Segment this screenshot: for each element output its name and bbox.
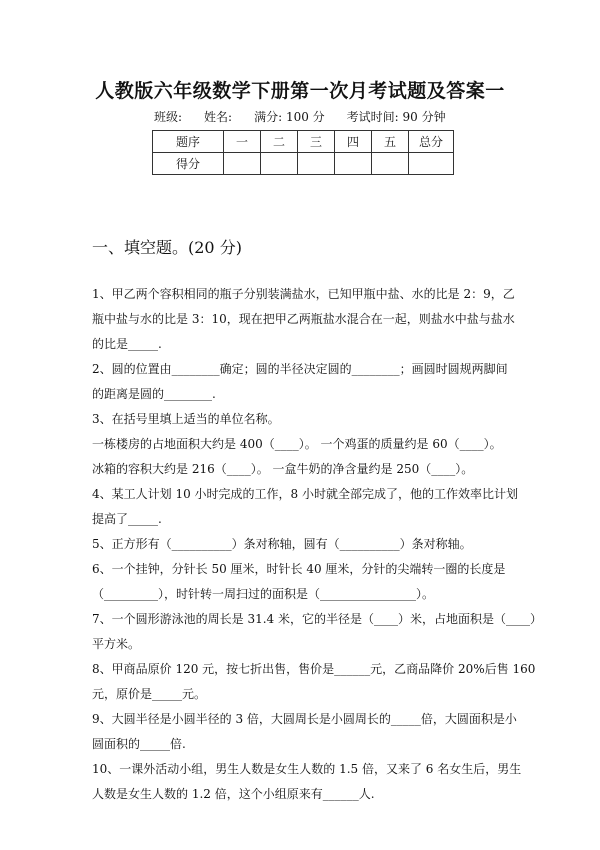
question-line: 的距离是圆的________. <box>92 387 216 401</box>
score-cell <box>261 153 298 175</box>
question-line: 9、大圆半径是小圆半径的 3 倍，大圆周长是小圆周长的_____倍，大圆面积是小 <box>92 712 517 726</box>
question-line: 2、圆的位置由________确定；圆的半径决定圆的________；画圆时圆规两脚间 <box>92 362 508 376</box>
question-line: 4、某工人计划 10 小时完成的工作，8 小时就全部完成了，他的工作效率比计划 <box>92 487 518 501</box>
name-label: 姓名: <box>204 110 233 124</box>
page-title: 人教版六年级数学下册第一次月考试题及答案一 <box>95 80 505 102</box>
score-table-header: 三 <box>298 131 335 153</box>
question-line: 瓶中盐与水的比是 3：10，现在把甲乙两瓶盐水混合在一起，则盐水中盐与盐水 <box>92 312 515 326</box>
score-table-header: 二 <box>261 131 298 153</box>
score-table-header: 五 <box>372 131 409 153</box>
question-line: 一栋楼房的占地面积大约是 400（____）。 一个鸡蛋的质量约是 60（____）。 <box>92 437 502 451</box>
score-table-header: 总分 <box>409 131 454 153</box>
full-score-label: 满分: 100 分 <box>254 110 325 124</box>
exam-info <box>154 108 446 125</box>
question-line: 1、甲乙两个容积相同的瓶子分别装满盐水，已知甲瓶中盐、水的比是 2：9，乙 <box>92 287 515 301</box>
question-line: 圆面积的_____倍. <box>92 737 186 751</box>
question-line: 8、甲商品原价 120 元，按七折出售，售价是______元，乙商品降价 20%后售 160 <box>92 662 536 676</box>
question-line: 3、在括号里填上适当的单位名称。 <box>92 412 280 426</box>
score-cell <box>372 153 409 175</box>
question-line: 6、一个挂钟，分针长 50 厘米，时针长 40 厘米，分针的尖端转一圈的长度是 <box>92 562 506 576</box>
question-line: 7、一个圆形游泳池的周长是 31.4 米，它的半径是（____）米，占地面积是（____） <box>92 612 542 626</box>
score-table <box>152 130 454 175</box>
score-table-header: 题序 <box>153 131 224 153</box>
score-table-score-row <box>153 153 454 175</box>
score-cell <box>224 153 261 175</box>
score-cell <box>409 153 454 175</box>
question-line: 元，原价是_____元。 <box>92 687 207 701</box>
score-table-header: 一 <box>224 131 261 153</box>
question-line: 平方米。 <box>92 637 141 651</box>
score-cell <box>298 153 335 175</box>
score-table-header: 四 <box>335 131 372 153</box>
question-line: 的比是_____. <box>92 337 162 351</box>
question-line: 提高了_____. <box>92 512 162 526</box>
question-line: 10、一课外活动小组，男生人数是女生人数的 1.5 倍，又来了 6 名女生后，男生 <box>92 762 522 776</box>
question-line: （_________），时针转一周扫过的面积是（________________）。 <box>92 587 435 601</box>
section-heading: 一、填空题。(20 分) <box>92 238 242 257</box>
score-cell <box>335 153 372 175</box>
class-label: 班级: <box>154 110 183 124</box>
score-table-header-row <box>153 131 454 153</box>
question-line: 5、正方形有（__________）条对称轴，圆有（__________）条对称轴。 <box>92 537 472 551</box>
score-row-label: 得分 <box>153 153 224 175</box>
question-line: 冰箱的容积大约是 216（____）。 一盒牛奶的净含量约是 250（____）。 <box>92 462 474 476</box>
exam-time-label: 考试时间: 90 分钟 <box>346 110 446 124</box>
question-line: 人数是女生人数的 1.2 倍，这个小组原来有______人. <box>92 787 375 801</box>
